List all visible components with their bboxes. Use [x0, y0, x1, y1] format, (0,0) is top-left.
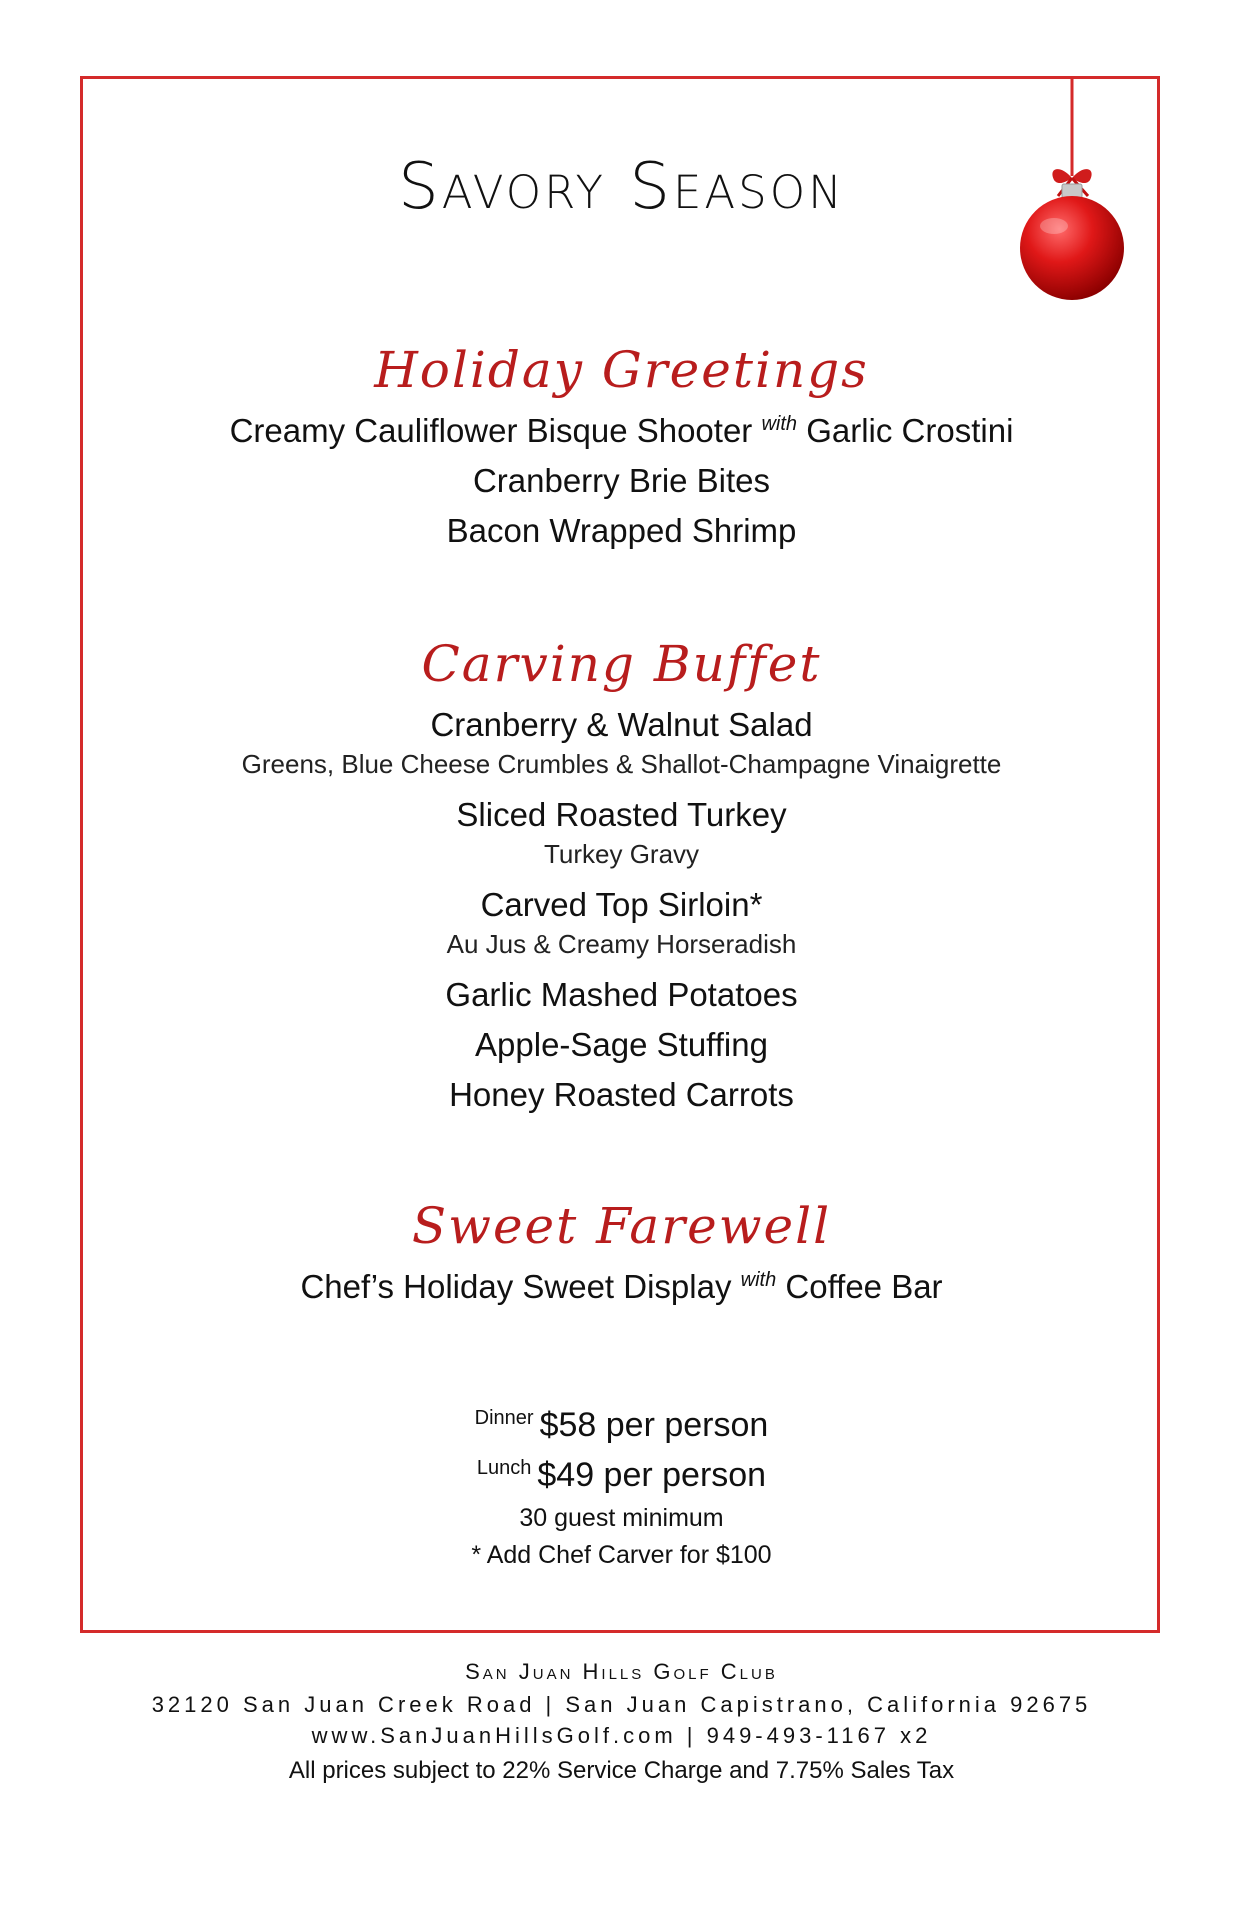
- menu-item-text: Chef’s Holiday Sweet Display: [300, 1268, 732, 1305]
- price-label: Lunch: [476, 1456, 532, 1479]
- carving-buffet-section: [0, 634, 1243, 1120]
- menu-item: Garlic Mashed Potatoes: [445, 976, 798, 1013]
- lunch-price: [0, 1450, 1243, 1500]
- sweet-farewell-section: [0, 1196, 1243, 1312]
- with-label: with: [761, 413, 798, 435]
- menu-item: Sliced Roasted Turkey: [456, 796, 787, 833]
- menu-item: Cranberry & Walnut Salad: [430, 706, 813, 743]
- menu-item: Apple-Sage Stuffing: [475, 1026, 768, 1063]
- chef-carver-note: * Add Chef Carver for $100: [471, 1541, 772, 1569]
- page-title: Savory Season: [398, 150, 845, 224]
- pricing-block: [0, 1400, 1243, 1574]
- club-name: San Juan Hills Golf Club: [465, 1659, 778, 1684]
- section-heading: Holiday Greetings: [374, 341, 869, 399]
- menu-item: [0, 1262, 1243, 1312]
- menu-item-text: Garlic Crostini: [806, 412, 1014, 449]
- with-label: with: [740, 1269, 777, 1291]
- menu-item: Cranberry Brie Bites: [472, 462, 771, 499]
- menu-item-description: Turkey Gravy: [543, 839, 700, 869]
- price-value: $58 per person: [539, 1406, 769, 1444]
- club-address: 32120 San Juan Creek Road | San Juan Capistrano, California 92675: [151, 1692, 1092, 1717]
- menu-item: [0, 406, 1243, 456]
- menu-item-description: Au Jus & Creamy Horseradish: [446, 929, 797, 959]
- menu-item-text: Coffee Bar: [785, 1268, 943, 1305]
- dinner-price: [0, 1400, 1243, 1450]
- menu-item: Bacon Wrapped Shrimp: [446, 512, 797, 549]
- section-heading: Carving Buffet: [421, 635, 822, 693]
- section-heading: Sweet Farewell: [411, 1197, 832, 1255]
- menu-item-text: Creamy Cauliflower Bisque Shooter: [229, 412, 753, 449]
- tax-note: All prices subject to 22% Service Charge and 7.75% Sales Tax: [288, 1757, 955, 1784]
- menu-item-description: Greens, Blue Cheese Crumbles & Shallot-Champagne Vinaigrette: [241, 749, 1002, 779]
- club-web-phone: www.SanJuanHillsGolf.com | 949-493-1167 x2: [311, 1723, 932, 1748]
- guest-minimum: 30 guest minimum: [519, 1504, 724, 1532]
- menu-item: Carved Top Sirloin*: [480, 886, 763, 923]
- price-label: Dinner: [474, 1406, 534, 1429]
- footer: [0, 1655, 1243, 1791]
- price-value: $49 per person: [537, 1456, 767, 1494]
- menu-item: Honey Roasted Carrots: [449, 1076, 794, 1113]
- holiday-greetings-section: [0, 340, 1243, 556]
